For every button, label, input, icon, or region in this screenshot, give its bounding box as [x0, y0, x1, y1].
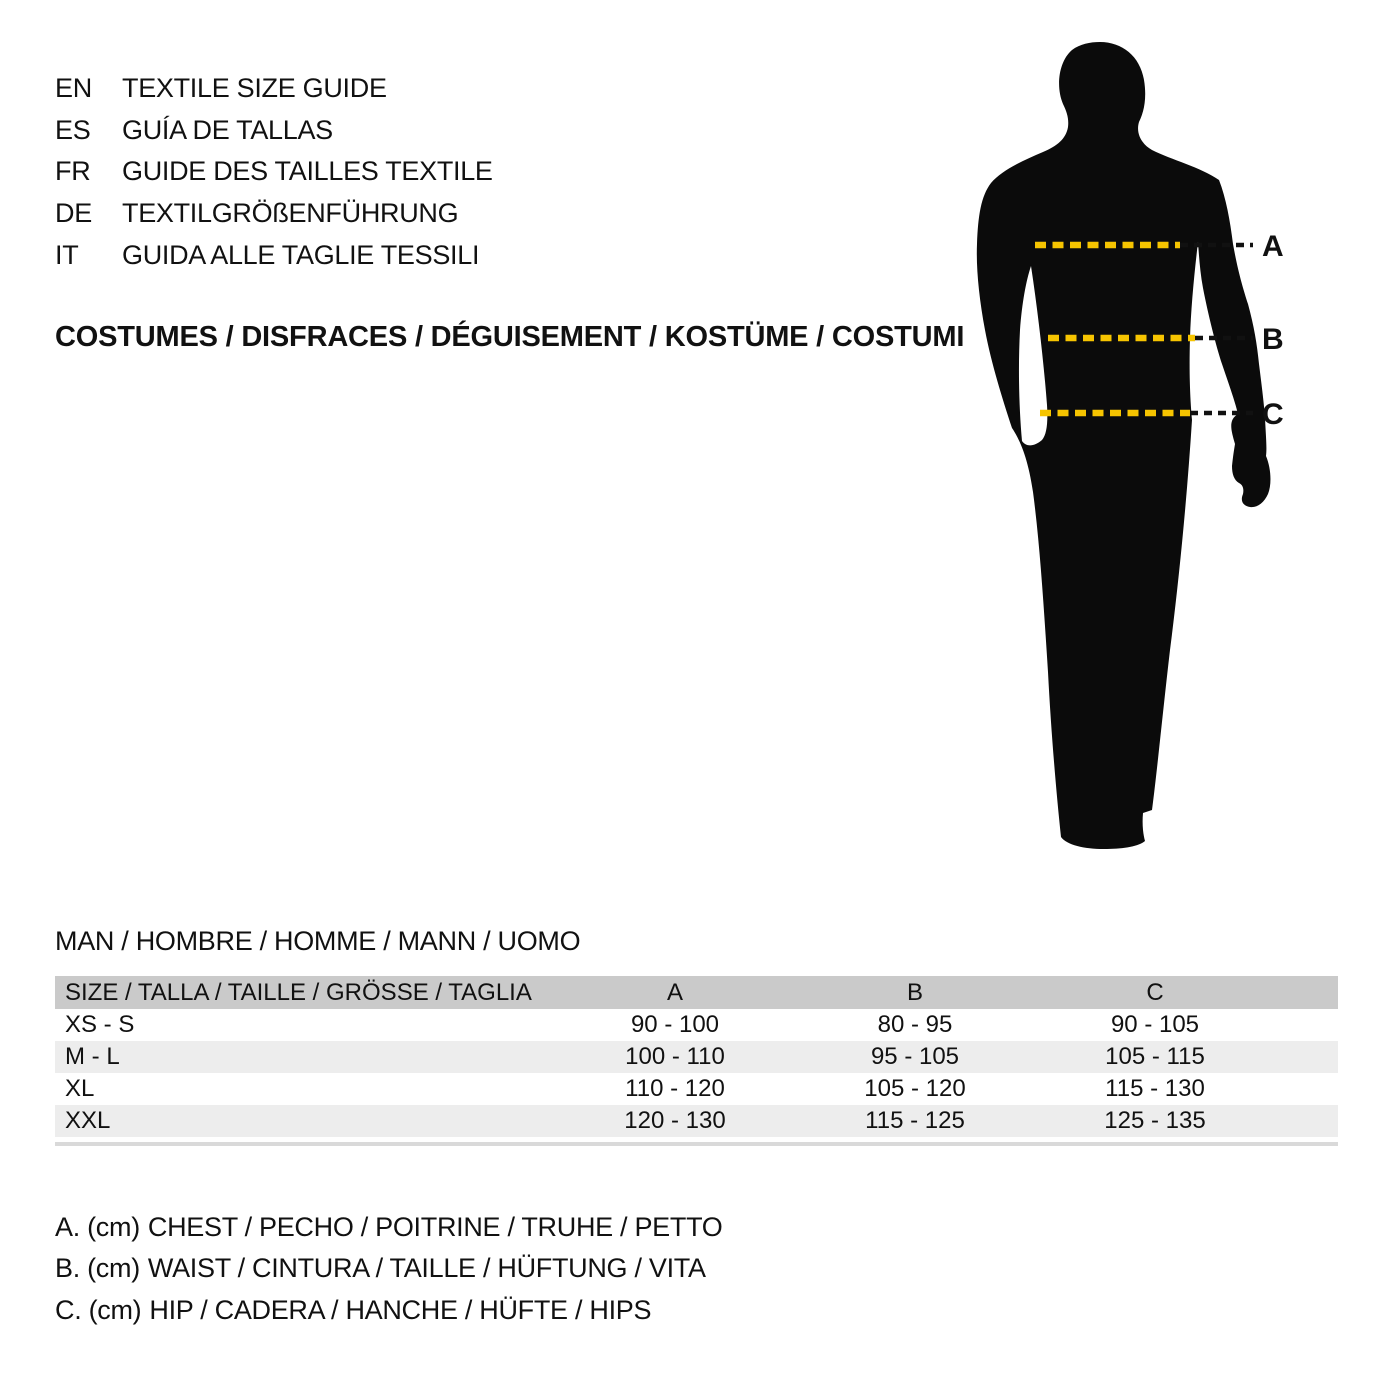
man-silhouette — [977, 42, 1271, 849]
table-row-xxl — [55, 1105, 1338, 1137]
language-code: FR — [55, 156, 91, 187]
table-row-m-l — [55, 1041, 1338, 1073]
value-cell-b: 95 - 105 — [870, 1043, 960, 1070]
table-header-row — [55, 976, 1338, 1009]
language-label: TEXTILE SIZE GUIDE — [122, 73, 387, 104]
legend-text: CHEST / PECHO / POITRINE / TRUHE / PETTO — [147, 1212, 723, 1243]
language-code: IT — [55, 239, 79, 270]
table-bottom-rule — [55, 1142, 1338, 1146]
language-label: GUIDE DES TAILLES TEXTILE — [122, 156, 493, 187]
section-title-man: MAN / HOMBRE / HOMME / MANN / UOMO — [55, 926, 581, 956]
value-cell-b: 115 - 125 — [865, 1107, 965, 1134]
size-table — [55, 976, 1338, 1137]
value-cell-a: 90 - 100 — [630, 1011, 720, 1038]
table-row-xl — [55, 1073, 1338, 1105]
column-header-b: B — [906, 978, 923, 1006]
value-cell-c: 115 - 130 — [1105, 1075, 1205, 1102]
language-code: ES — [55, 114, 91, 145]
category-title: COSTUMES / DISFRACES / DÉGUISEMENT / KOSTÜME / COSTUMI — [55, 321, 965, 353]
column-header-c: C — [1146, 978, 1164, 1006]
language-label: GUÍA DE TALLAS — [122, 114, 333, 145]
legend-text: HIP / CADERA / HANCHE / HÜFTE / HIPS — [149, 1294, 652, 1325]
marker-b-label: B — [1262, 323, 1284, 356]
legend-item-chest — [55, 1207, 722, 1248]
value-cell-a: 120 - 130 — [624, 1107, 726, 1134]
language-label: GUIDA ALLE TAGLIE TESSILI — [122, 239, 480, 270]
language-code: DE — [55, 198, 92, 229]
size-cell: XL — [65, 1075, 95, 1102]
legend-key: C. (cm) — [55, 1294, 142, 1325]
value-cell-b: 105 - 120 — [864, 1075, 966, 1102]
column-header-size: SIZE / TALLA / TAILLE / GRÖSSE / TAGLIA — [65, 978, 532, 1006]
column-header-a: A — [666, 978, 683, 1006]
value-cell-c: 105 - 115 — [1105, 1043, 1205, 1070]
size-cell: M - L — [65, 1043, 120, 1070]
value-cell-c: 125 - 135 — [1104, 1107, 1206, 1134]
size-cell: XXL — [65, 1107, 111, 1134]
table-row-xs-s — [55, 1009, 1338, 1041]
marker-c-label: C — [1262, 398, 1284, 431]
language-code: EN — [55, 73, 92, 104]
legend-item-waist — [55, 1248, 722, 1289]
value-cell-c: 90 - 105 — [1110, 1011, 1200, 1038]
legend-item-hip — [55, 1290, 722, 1331]
marker-a-label: A — [1262, 230, 1284, 263]
measurement-legend — [55, 1207, 722, 1331]
legend-text: WAIST / CINTURA / TAILLE / HÜFTUNG / VITA — [147, 1253, 706, 1284]
legend-key: B. (cm) — [55, 1253, 140, 1284]
value-cell-a: 100 - 110 — [625, 1043, 725, 1070]
value-cell-a: 110 - 120 — [625, 1075, 725, 1102]
legend-key: A. (cm) — [55, 1212, 140, 1243]
language-label: TEXTILGRÖßENFÜHRUNG — [122, 198, 459, 229]
value-cell-b: 80 - 95 — [877, 1011, 953, 1038]
size-cell: XS - S — [65, 1011, 135, 1038]
